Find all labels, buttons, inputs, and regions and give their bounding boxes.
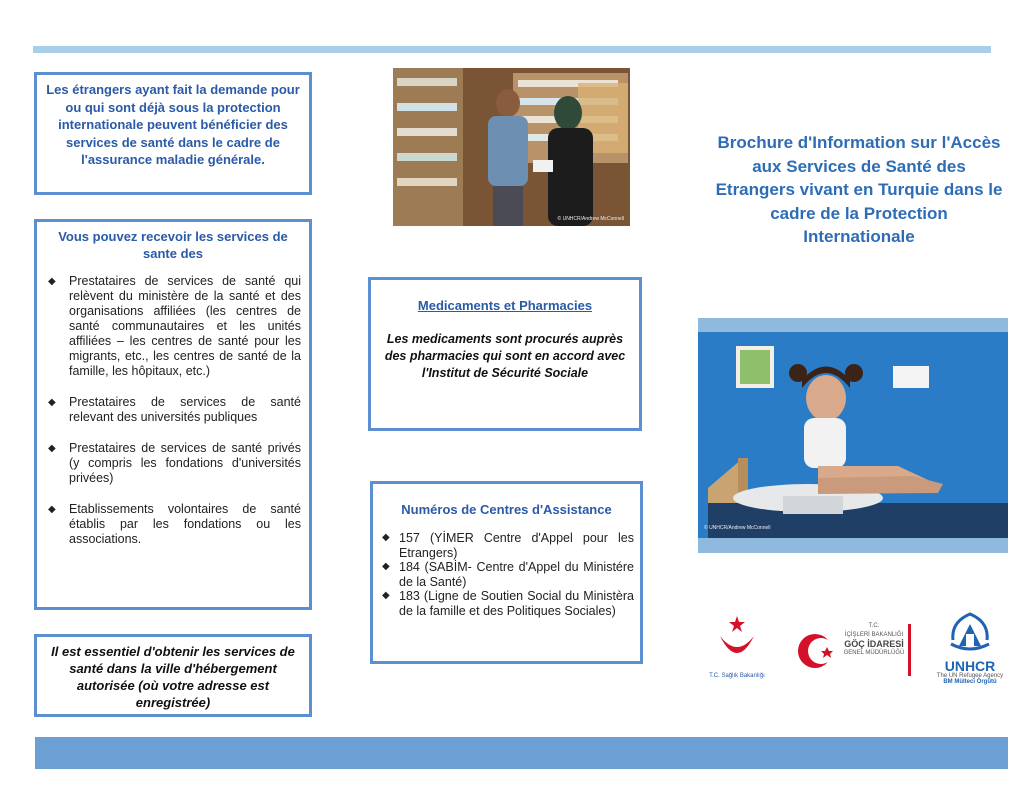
- diamond-bullet-icon: ◆: [382, 561, 390, 572]
- assistance-box: [370, 481, 643, 664]
- unhcr-name: UNHCR: [944, 658, 996, 674]
- list-item: ◆ 184 (SABİM- Centre d'Appel du Ministére de la Santé): [382, 560, 634, 589]
- unhcr-sub2: BM Mülteci Örgütü: [943, 679, 997, 685]
- notice-text: Il est essentiel d'obtenir les services de santé dans la ville d'hébergement autorisée (où votre adresse est enregistrée): [51, 644, 295, 710]
- list-item: ◆ Etablissements volontaires de santé établis par les fondations ou les associations.: [48, 502, 301, 546]
- diamond-bullet-icon: ◆: [48, 504, 56, 515]
- medicaments-text: Les medicaments sont procurés auprès des pharmacies qui sont en accord avec l'Institut de Sécurité Sociale: [384, 332, 626, 380]
- services-box: [34, 219, 312, 610]
- services-list: [45, 274, 301, 547]
- medicaments-box: [368, 277, 642, 431]
- ministry-logo: [705, 610, 769, 690]
- services-heading: Vous pouvez recevoir les services de sante des: [58, 229, 288, 261]
- intro-box: [34, 72, 312, 195]
- list-item: ◆ 183 (Ligne de Soutien Social du Ministèra de la famille et des Politiques Sociales): [382, 589, 634, 618]
- goc-idaresi-logo: [797, 622, 912, 682]
- list-item: ◆ Prestataires de services de santé relevant des universités publiques: [48, 395, 301, 424]
- photo-credit: © UNHCR/Andrew McConnell: [557, 216, 624, 222]
- diamond-bullet-icon: ◆: [382, 532, 390, 543]
- goc-line1: T.C.: [868, 623, 880, 629]
- list-item: ◆ Prestataires de services de santé privés (y compris les fondations d'universités privées): [48, 441, 301, 485]
- medicaments-heading: Medicaments et Pharmacies: [417, 298, 593, 313]
- goc-line3: GÖÇ İDARESİ: [844, 639, 904, 649]
- diamond-bullet-icon: ◆: [48, 397, 56, 408]
- goc-line4: GENEL MÜDÜRLÜĞÜ: [843, 650, 905, 656]
- bottom-decor-bar: [35, 737, 1008, 769]
- diamond-bullet-icon: ◆: [48, 443, 56, 454]
- unhcr-sub1: The UN Refugee Agency: [936, 673, 1004, 679]
- crescent-star-icon: [712, 610, 762, 668]
- list-item: ◆ 157 (YİMER Centre d'Appel pour les Etrangers): [382, 531, 634, 560]
- ministry-caption: T.C. Sağlık Bakanlığı: [709, 673, 765, 679]
- top-decor-bar: [33, 46, 991, 53]
- child-scale-photo: [698, 318, 1008, 553]
- assistance-list: [379, 531, 634, 618]
- diamond-bullet-icon: ◆: [48, 276, 56, 287]
- notice-box: [34, 634, 312, 717]
- crescent-icon: [797, 630, 839, 672]
- intro-text: Les étrangers ayant fait la demande pour ou qui sont déjà sous la protection internationale peuvent bénéficier des services de santé dans le cadre de l'assurance maladie générale.: [46, 82, 300, 167]
- photo-credit: © UNHCR/Andrew McConnell: [704, 525, 771, 531]
- brochure-title: Brochure d'Information sur l'Accès aux Services de Santé des Etrangers vivant en Turquie dans le cadre de la Protection Internationale: [715, 133, 1003, 246]
- diamond-bullet-icon: ◆: [382, 590, 390, 601]
- assistance-heading: Numéros de Centres d'Assistance: [401, 502, 612, 517]
- list-item: ◆ Prestataires de services de santé qui relèvent du ministère de la santé et des organisations affiliées (les centres de santé communautaires et les unités affiliées – les centres de santé pour les migrants, etc., les centres de santé de la famille, les hôpitaux, etc.): [48, 274, 301, 378]
- unhcr-emblem-icon: [947, 610, 993, 654]
- unhcr-logo: [935, 610, 1005, 685]
- pharmacy-photo: [393, 68, 630, 226]
- goc-line2: İÇİŞLERİ BAKANLIĞI: [844, 632, 904, 638]
- logo-divider: [908, 624, 911, 676]
- partner-logos: [705, 610, 1005, 690]
